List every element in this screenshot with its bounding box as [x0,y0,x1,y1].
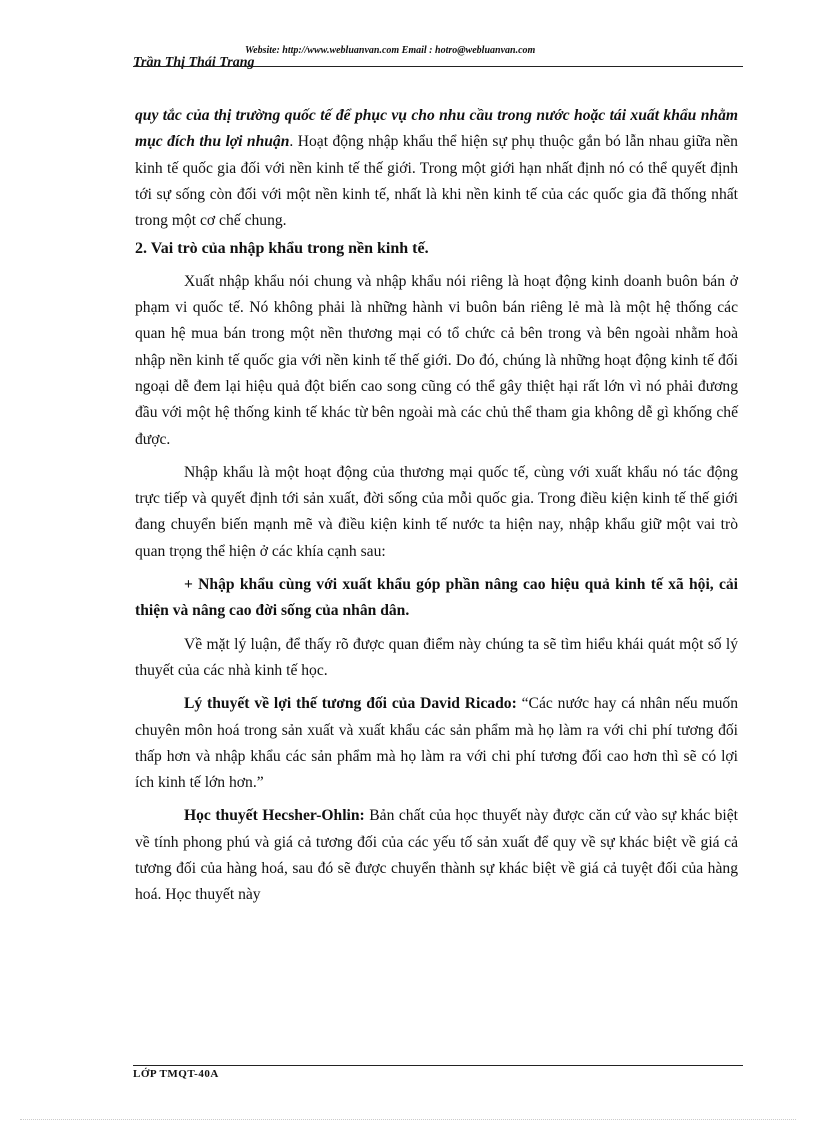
section-heading: 2. Vai trò của nhập khẩu trong nền kinh tế. [135,240,429,258]
paragraph-1 [135,103,738,234]
paragraph-1-text: . Hoạt động nhập khẩu thể hiện sự phụ thuộc gắn bó lẫn nhau giữa nền kinh tế quốc gia đối với nền kinh tế thế giới. Trong một giới hạn nhất định nó có thể quyết định tới sự sống còn đối với một nền kinh tế, nhất là khi nền kinh tế của các quốc gia đã thống nhất trong một cơ chế chung. [135,133,738,230]
footer-class-label: LỚP TMQT-40A [133,1068,219,1080]
paragraph-7-text: Bản chất của học thuyết này được căn cứ vào sự khác biệt về tính phong phú và giá cả tương đối của các yếu tố sản xuất để quy về sự khác biệt về giá cả tương đối của hàng hoá, sau đó sẽ được chuyển thành sự khác biệt về giá cả tuyệt đối của hàng hoá. Học thuyết này [135,807,738,904]
paragraph-6 [135,691,738,796]
paragraph-6-title: Lý thuyết về lợi thế tương đối của David Ricado: [184,695,517,713]
paragraph-1-emphasis: quy tắc của thị trường quốc tế để phục vụ cho nhu cầu trong nước hoặc tái xuất khẩu nhằm mục đích thu lợi nhuận [135,107,738,151]
header-divider [133,66,743,67]
paragraph-2: Xuất nhập khẩu nói chung và nhập khẩu nói riêng là hoạt động kinh doanh buôn bán ở phạm vi quốc tế. Nó không phải là những hành vi buôn bán riêng lẻ mà là một hệ thống các quan hệ mua bán trong một nền thương mại có tổ chức cả bên trong và bên ngoài nhằm hoà nhập nền kinh tế quốc gia với nền kinh tế thế giới. Do đó, chúng là những hoạt động kinh tế đối ngoại dễ đem lại hiệu quả đột biến cao song cũng có thể gây thiệt hại rất lớn vì nó phải đương đầu với một hệ thống kinh tế khác từ bên ngoài mà các chủ thể tham gia không dễ gì khống chế được. [135,272,738,448]
header-author: Trần Thị Thái Trang [133,55,255,70]
paragraph-3: Nhập khẩu là một hoạt động của thương mại quốc tế, cùng với xuất khẩu nó tác động trực tiếp và quyết định tới sản xuất, đời sống của mỗi quốc gia. Trong điều kiện kinh tế thế giới đang chuyển biến mạnh mẽ và điều kiện kinh tế nước ta hiện nay, nhập khẩu giữ một vai trò quan trọng thể hiện ở các khía cạnh sau: [135,463,738,560]
paragraph-7 [135,803,738,908]
paragraph-6-text: “Các nước hay cá nhân nếu muốn chuyên môn hoá trong sản xuất và xuất khẩu các sản phẩm mà họ làm ra với chi phí tương đối thấp hơn và nhập khẩu các sản phẩm mà họ làm ra với chi phí tương đối cao hơn thì sẽ có lợi ích kinh tế lớn hơn.” [135,695,739,792]
paragraph-4: + Nhập khẩu cùng với xuất khẩu góp phần nâng cao hiệu quả kinh tế xã hội, cải thiện và nâng cao đời sống của nhân dân. [135,576,738,620]
header-website: Website: http://www.webluanvan.com Email : hotro@webluanvan.com [245,45,536,56]
paragraph-7-title: Học thuyết Hecsher-Ohlin: [184,807,365,825]
paragraph-5: Về mặt lý luận, để thấy rõ được quan điểm này chúng ta sẽ tìm hiểu khái quát một số lý thuyết của các nhà kinh tế học. [135,635,738,679]
footer-divider [133,1065,743,1066]
document-body [135,103,738,909]
page-edge-dots [20,1119,796,1120]
